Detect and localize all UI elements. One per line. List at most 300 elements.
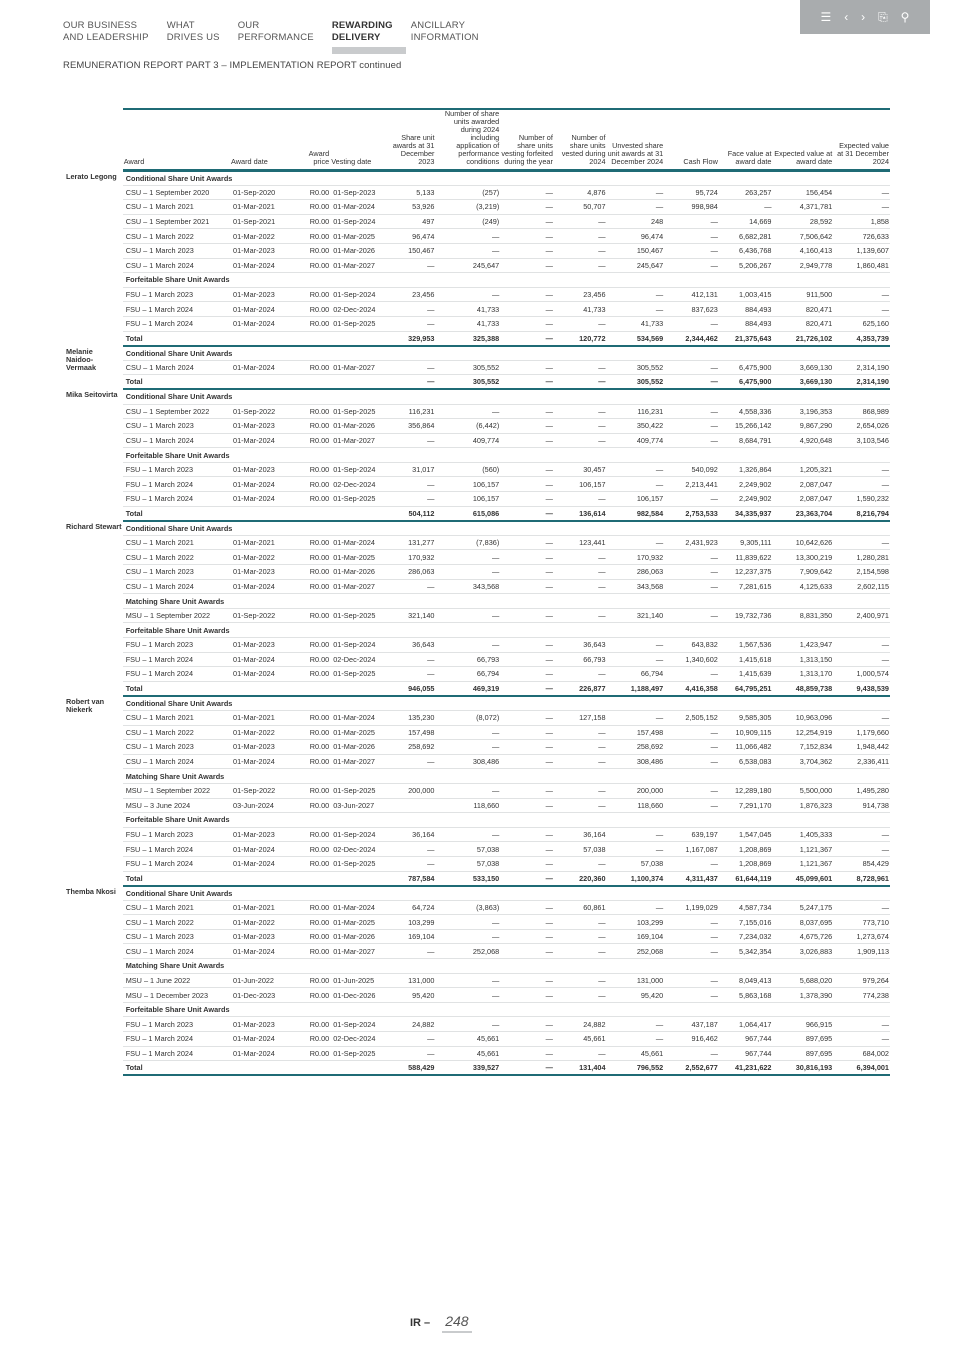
table-row [63, 740, 890, 755]
table-cell: — [500, 404, 554, 419]
table-cell: — [500, 331, 554, 346]
table-cell: 01-Mar-2023 [230, 565, 301, 580]
table-cell: R0.00 [301, 638, 330, 653]
table-cell: — [554, 316, 607, 331]
table-cell: 252,068 [435, 944, 500, 959]
table-cell: FSU – 1 March 2024 [123, 316, 230, 331]
table-cell: 200,000 [385, 783, 436, 798]
table-cell: — [554, 929, 607, 944]
table-cell: (8,072) [435, 710, 500, 725]
table-cell: CSU – 1 March 2023 [123, 740, 230, 755]
table-cell: 258,692 [607, 740, 665, 755]
table-cell: — [833, 1032, 890, 1047]
table-cell: 01-Sep-2025 [330, 608, 385, 623]
table-row [63, 1032, 890, 1047]
table-cell: 01-Mar-2025 [330, 725, 385, 740]
table-row [63, 1046, 890, 1061]
table-cell: 884,493 [719, 316, 773, 331]
table-cell [301, 506, 330, 521]
table-cell: FSU – 1 March 2023 [123, 462, 230, 477]
table-cell: 23,456 [385, 287, 436, 302]
table-cell: 61,644,119 [719, 871, 773, 886]
table-cell: — [385, 375, 436, 390]
table-cell: 01-Mar-2024 [330, 710, 385, 725]
table-cell: — [500, 302, 554, 317]
table-cell: R0.00 [301, 287, 330, 302]
table-cell [230, 506, 301, 521]
participant-name: Melanie Naidoo-Vermaak [66, 346, 97, 372]
table-cell: — [500, 754, 554, 769]
table-cell: FSU – 1 March 2023 [123, 1017, 230, 1032]
table-row [63, 433, 890, 448]
award-group-row [63, 171, 890, 186]
table-cell: 6,475,900 [719, 375, 773, 390]
table-cell: FSU – 1 March 2023 [123, 638, 230, 653]
table-cell: 1,313,150 [773, 652, 834, 667]
table-cell [330, 331, 385, 346]
table-cell: — [664, 973, 719, 988]
table-cell: — [385, 492, 436, 507]
table-cell: 131,404 [554, 1061, 607, 1076]
table-cell [230, 375, 301, 390]
table-cell: 820,471 [773, 302, 834, 317]
table-cell: — [500, 477, 554, 492]
table-cell: 1,179,660 [833, 725, 890, 740]
table-cell: 2,314,190 [833, 375, 890, 390]
table-cell: R0.00 [301, 608, 330, 623]
table-cell: 6,394,001 [833, 1061, 890, 1076]
table-cell: — [664, 667, 719, 682]
search-icon[interactable]: ⚲ [900, 10, 910, 24]
table-cell: 1,495,280 [833, 783, 890, 798]
table-cell: 01-Sep-2021 [230, 214, 301, 229]
table-cell: CSU – 1 March 2024 [123, 433, 230, 448]
table-cell: — [385, 652, 436, 667]
table-cell: — [664, 725, 719, 740]
table-cell: 2,249,902 [719, 492, 773, 507]
table-cell: 533,150 [435, 871, 500, 886]
table-cell: R0.00 [301, 243, 330, 258]
table-cell [230, 331, 301, 346]
table-cell: — [500, 185, 554, 200]
table-cell: — [607, 638, 665, 653]
table-cell: 2,213,441 [664, 477, 719, 492]
table-cell: 1,326,864 [719, 462, 773, 477]
table-cell: 4,920,648 [773, 433, 834, 448]
table-cell: FSU – 1 March 2024 [123, 492, 230, 507]
award-group-row [63, 769, 890, 784]
table-cell: FSU – 1 March 2024 [123, 1046, 230, 1061]
previous-page-icon[interactable]: ‹ [844, 10, 849, 24]
table-cell: 01-Mar-2024 [230, 652, 301, 667]
table-cell: 01-Sep-2025 [330, 404, 385, 419]
table-cell: — [607, 1032, 665, 1047]
table-cell: R0.00 [301, 579, 330, 594]
table-cell: 01-Sep-2025 [330, 667, 385, 682]
table-row [63, 842, 890, 857]
table-row [63, 404, 890, 419]
table-cell: 01-Mar-2025 [330, 915, 385, 930]
award-group-row [63, 346, 890, 361]
table-cell: 01-Mar-2021 [230, 200, 301, 215]
download-icon[interactable]: ⎘ [878, 10, 888, 24]
participant-name: Themba Nkosi [66, 886, 116, 896]
table-cell: FSU – 1 March 2023 [123, 287, 230, 302]
table-cell: 220,360 [554, 871, 607, 886]
table-cell: 1,547,045 [719, 827, 773, 842]
table-cell: — [607, 652, 665, 667]
table-cell: 41,733 [435, 302, 500, 317]
table-cell: CSU – 1 March 2022 [123, 550, 230, 565]
table-cell: 14,669 [719, 214, 773, 229]
table-cell: R0.00 [301, 667, 330, 682]
table-cell: — [435, 565, 500, 580]
nav-item-3[interactable]: REWARDING DELIVERY [331, 20, 393, 43]
table-cell: 01-Mar-2025 [330, 550, 385, 565]
table-row [63, 535, 890, 550]
table-cell: — [500, 316, 554, 331]
menu-icon[interactable]: ☰ [820, 10, 832, 24]
table-row [63, 638, 890, 653]
table-cell: — [500, 929, 554, 944]
table-cell: 45,661 [435, 1046, 500, 1061]
table-cell: 5,500,000 [773, 783, 834, 798]
table-row [63, 754, 890, 769]
table-cell: — [500, 506, 554, 521]
table-cell: CSU – 1 March 2022 [123, 229, 230, 244]
table-cell: 4,558,336 [719, 404, 773, 419]
table-cell: — [500, 856, 554, 871]
table-cell: 03-Jun-2024 [230, 798, 301, 813]
table-cell: — [833, 535, 890, 550]
table-cell: CSU – 1 March 2021 [123, 710, 230, 725]
table-cell: 308,486 [607, 754, 665, 769]
table-cell: Total [123, 375, 230, 390]
nav-item-2[interactable]: OUR PERFORMANCE [237, 20, 314, 43]
table-cell: 01-Mar-2024 [230, 302, 301, 317]
next-page-icon[interactable]: › [861, 10, 866, 24]
table-cell: 10,642,626 [773, 535, 834, 550]
table-cell: 01-Mar-2023 [230, 929, 301, 944]
table-cell: 34,335,937 [719, 506, 773, 521]
table-cell: 01-Mar-2024 [230, 360, 301, 375]
table-row [63, 798, 890, 813]
table-cell: — [554, 798, 607, 813]
table-cell: 2,087,047 [773, 492, 834, 507]
table-cell: 1,003,415 [719, 287, 773, 302]
table-cell: (6,442) [435, 419, 500, 434]
table-cell: 120,772 [554, 331, 607, 346]
table-cell: — [554, 915, 607, 930]
table-cell [330, 375, 385, 390]
table-cell [385, 798, 436, 813]
column-header: Award [123, 109, 230, 171]
table-cell [301, 375, 330, 390]
table-cell: — [554, 988, 607, 1003]
table-cell: — [500, 433, 554, 448]
table-cell: 286,063 [607, 565, 665, 580]
table-cell: 170,932 [385, 550, 436, 565]
nav-item-0[interactable]: OUR BUSINESS AND LEADERSHIP [63, 20, 149, 43]
table-cell: R0.00 [301, 740, 330, 755]
table-cell: 837,623 [664, 302, 719, 317]
table-cell: — [664, 550, 719, 565]
table-cell: — [500, 375, 554, 390]
table-cell: 02-Dec-2024 [330, 652, 385, 667]
table-cell: — [385, 302, 436, 317]
total-row [63, 506, 890, 521]
table-cell: FSU – 1 March 2024 [123, 652, 230, 667]
table-cell: 1,064,417 [719, 1017, 773, 1032]
table-cell: 01-Mar-2024 [230, 579, 301, 594]
table-cell: 3,669,130 [773, 375, 834, 390]
table-cell: 2,602,115 [833, 579, 890, 594]
table-cell: 60,861 [554, 900, 607, 915]
table-cell: 45,661 [554, 1032, 607, 1047]
table-cell: 321,140 [385, 608, 436, 623]
table-cell: 684,002 [833, 1046, 890, 1061]
table-cell: 200,000 [607, 783, 665, 798]
table-cell: 258,692 [385, 740, 436, 755]
table-cell: 01-Mar-2027 [330, 360, 385, 375]
table-cell: 245,647 [435, 258, 500, 273]
table-row [63, 258, 890, 273]
table-cell: — [435, 973, 500, 988]
table-cell: 01-Mar-2024 [230, 842, 301, 857]
table-cell: CSU – 1 March 2024 [123, 754, 230, 769]
table-cell: 854,429 [833, 856, 890, 871]
award-group-row [63, 389, 890, 404]
table-cell: 914,738 [833, 798, 890, 813]
table-cell: — [435, 638, 500, 653]
table-cell: — [607, 710, 665, 725]
table-cell: 325,388 [435, 331, 500, 346]
table-cell: R0.00 [301, 725, 330, 740]
table-cell: R0.00 [301, 185, 330, 200]
table-cell: 1,340,602 [664, 652, 719, 667]
table-cell: R0.00 [301, 1017, 330, 1032]
table-cell: R0.00 [301, 710, 330, 725]
table-cell: 01-Sep-2025 [330, 1046, 385, 1061]
table-cell: 157,498 [385, 725, 436, 740]
table-cell: 2,654,026 [833, 419, 890, 434]
table-row [63, 856, 890, 871]
table-cell: 7,506,642 [773, 229, 834, 244]
total-row [63, 681, 890, 696]
table-cell: 350,422 [607, 419, 665, 434]
table-cell: 01-Jun-2022 [230, 973, 301, 988]
table-cell: 30,816,193 [773, 1061, 834, 1076]
table-cell: 01-Sep-2024 [330, 214, 385, 229]
table-cell: — [500, 681, 554, 696]
table-cell: 01-Mar-2022 [230, 915, 301, 930]
column-header: Number of share units awarded during 2024 including application of performance conditions [435, 109, 500, 171]
table-cell: — [554, 579, 607, 594]
table-row [63, 652, 890, 667]
table-cell: 8,684,791 [719, 433, 773, 448]
table-cell: 01-Sep-2020 [230, 185, 301, 200]
table-cell: — [500, 725, 554, 740]
table-cell: 15,266,142 [719, 419, 773, 434]
table-cell: — [833, 287, 890, 302]
table-cell: 23,456 [554, 287, 607, 302]
table-cell: 02-Dec-2024 [330, 302, 385, 317]
award-group-label: Matching Share Unit Awards [123, 769, 890, 784]
table-cell: — [554, 243, 607, 258]
table-cell: 1,590,232 [833, 492, 890, 507]
page-toolbar [800, 0, 930, 34]
table-cell: CSU – 1 March 2023 [123, 565, 230, 580]
table-cell: 23,363,704 [773, 506, 834, 521]
table-row [63, 608, 890, 623]
name-column-header [63, 109, 123, 171]
table-cell: 4,311,437 [664, 871, 719, 886]
table-cell: — [554, 944, 607, 959]
table-cell: 1,378,390 [773, 988, 834, 1003]
table-cell: FSU – 1 March 2024 [123, 842, 230, 857]
table-cell: — [500, 535, 554, 550]
column-header: Face value at award date [719, 109, 773, 171]
table-row [63, 200, 890, 215]
award-group-row [63, 696, 890, 711]
table-cell: 4,876 [554, 185, 607, 200]
table-cell: 01-Mar-2021 [230, 710, 301, 725]
table-cell: — [500, 200, 554, 215]
table-cell: — [435, 988, 500, 1003]
table-cell: — [385, 1032, 436, 1047]
table-cell: 36,164 [554, 827, 607, 842]
table-cell: R0.00 [301, 404, 330, 419]
table-cell: 639,197 [664, 827, 719, 842]
table-row [63, 302, 890, 317]
table-cell: 6,538,083 [719, 754, 773, 769]
table-cell: R0.00 [301, 988, 330, 1003]
table-cell: 8,728,961 [833, 871, 890, 886]
table-cell: 01-Mar-2021 [230, 900, 301, 915]
table-cell: 01-Mar-2024 [230, 433, 301, 448]
table-cell: 1,858 [833, 214, 890, 229]
table-cell: CSU – 1 March 2022 [123, 915, 230, 930]
table-cell: 4,587,734 [719, 900, 773, 915]
table-cell: — [664, 404, 719, 419]
table-cell: FSU – 1 March 2024 [123, 856, 230, 871]
column-header: Unvested share unit awards at 31 December 2024 [607, 109, 665, 171]
table-cell: 64,724 [385, 900, 436, 915]
table-cell: — [833, 477, 890, 492]
table-cell: — [664, 783, 719, 798]
table-cell: — [833, 1017, 890, 1032]
table-cell: — [664, 856, 719, 871]
table-cell: — [500, 214, 554, 229]
award-group-label: Forfeitable Share Unit Awards [123, 1002, 890, 1017]
table-cell: MSU – 1 September 2022 [123, 783, 230, 798]
table-cell: 131,277 [385, 535, 436, 550]
table-cell [330, 871, 385, 886]
table-cell: 884,493 [719, 302, 773, 317]
table-cell: 41,733 [554, 302, 607, 317]
table-cell: 01-Mar-2024 [230, 258, 301, 273]
table-cell: 01-Mar-2026 [330, 929, 385, 944]
table-cell: 103,299 [607, 915, 665, 930]
table-cell: 2,431,923 [664, 535, 719, 550]
table-cell: — [607, 842, 665, 857]
table-cell: — [435, 827, 500, 842]
table-cell: 01-Sep-2025 [330, 316, 385, 331]
participant-name: Lerato Legong [66, 171, 117, 181]
table-cell: (7,836) [435, 535, 500, 550]
table-cell: — [664, 608, 719, 623]
table-cell: R0.00 [301, 492, 330, 507]
table-row [63, 900, 890, 915]
footer-section-label: IR – [410, 1317, 431, 1329]
table-cell: — [554, 1046, 607, 1061]
table-cell: — [607, 302, 665, 317]
table-cell: 6,436,768 [719, 243, 773, 258]
table-cell: 41,231,622 [719, 1061, 773, 1076]
table-cell: 966,915 [773, 1017, 834, 1032]
table-cell: — [500, 492, 554, 507]
column-header: Expected value at award date [773, 109, 834, 171]
participant-name: Mika Seitovirta [66, 390, 118, 400]
nav-item-4[interactable]: ANCILLARY INFORMATION [410, 20, 479, 43]
table-cell: FSU – 1 March 2024 [123, 1032, 230, 1047]
table-cell: 1,167,087 [664, 842, 719, 857]
table-cell: — [435, 287, 500, 302]
table-cell: — [554, 550, 607, 565]
table-cell: — [664, 798, 719, 813]
table-cell: — [385, 1046, 436, 1061]
table-cell: MSU – 1 September 2022 [123, 608, 230, 623]
table-cell: CSU – 1 March 2022 [123, 725, 230, 740]
table-cell: 57,038 [607, 856, 665, 871]
report-subtitle: REMUNERATION REPORT PART 3 – IMPLEMENTATION REPORT continued [63, 60, 402, 71]
table-cell: 21,375,643 [719, 331, 773, 346]
table-cell: — [385, 667, 436, 682]
table-cell: 118,660 [607, 798, 665, 813]
table-cell: 66,794 [435, 667, 500, 682]
nav-item-1[interactable]: WHAT DRIVES US [166, 20, 220, 43]
table-cell: 01-Mar-2024 [330, 900, 385, 915]
table-cell: 1,208,869 [719, 856, 773, 871]
table-row [63, 827, 890, 842]
table-cell: 01-Mar-2023 [230, 243, 301, 258]
table-cell: 30,457 [554, 462, 607, 477]
table-cell: CSU – 1 September 2020 [123, 185, 230, 200]
table-cell: 1,415,618 [719, 652, 773, 667]
table-cell: 643,832 [664, 638, 719, 653]
table-cell: — [664, 243, 719, 258]
table-cell: R0.00 [301, 973, 330, 988]
award-group-label: Forfeitable Share Unit Awards [123, 623, 890, 638]
table-cell: (3,863) [435, 900, 500, 915]
table-cell: 2,753,533 [664, 506, 719, 521]
table-cell: 116,231 [385, 404, 436, 419]
table-cell: 252,068 [607, 944, 665, 959]
table-cell: 11,066,482 [719, 740, 773, 755]
table-cell: — [500, 988, 554, 1003]
table-row [63, 462, 890, 477]
table-row [63, 419, 890, 434]
table-row [63, 477, 890, 492]
table-cell: 305,552 [607, 375, 665, 390]
table-cell: 2,154,598 [833, 565, 890, 580]
table-cell: 911,500 [773, 287, 834, 302]
table-cell: — [664, 915, 719, 930]
table-cell: 106,157 [554, 477, 607, 492]
table-cell: — [664, 214, 719, 229]
award-group-label: Conditional Share Unit Awards [123, 389, 890, 404]
table-cell: 95,420 [607, 988, 665, 1003]
